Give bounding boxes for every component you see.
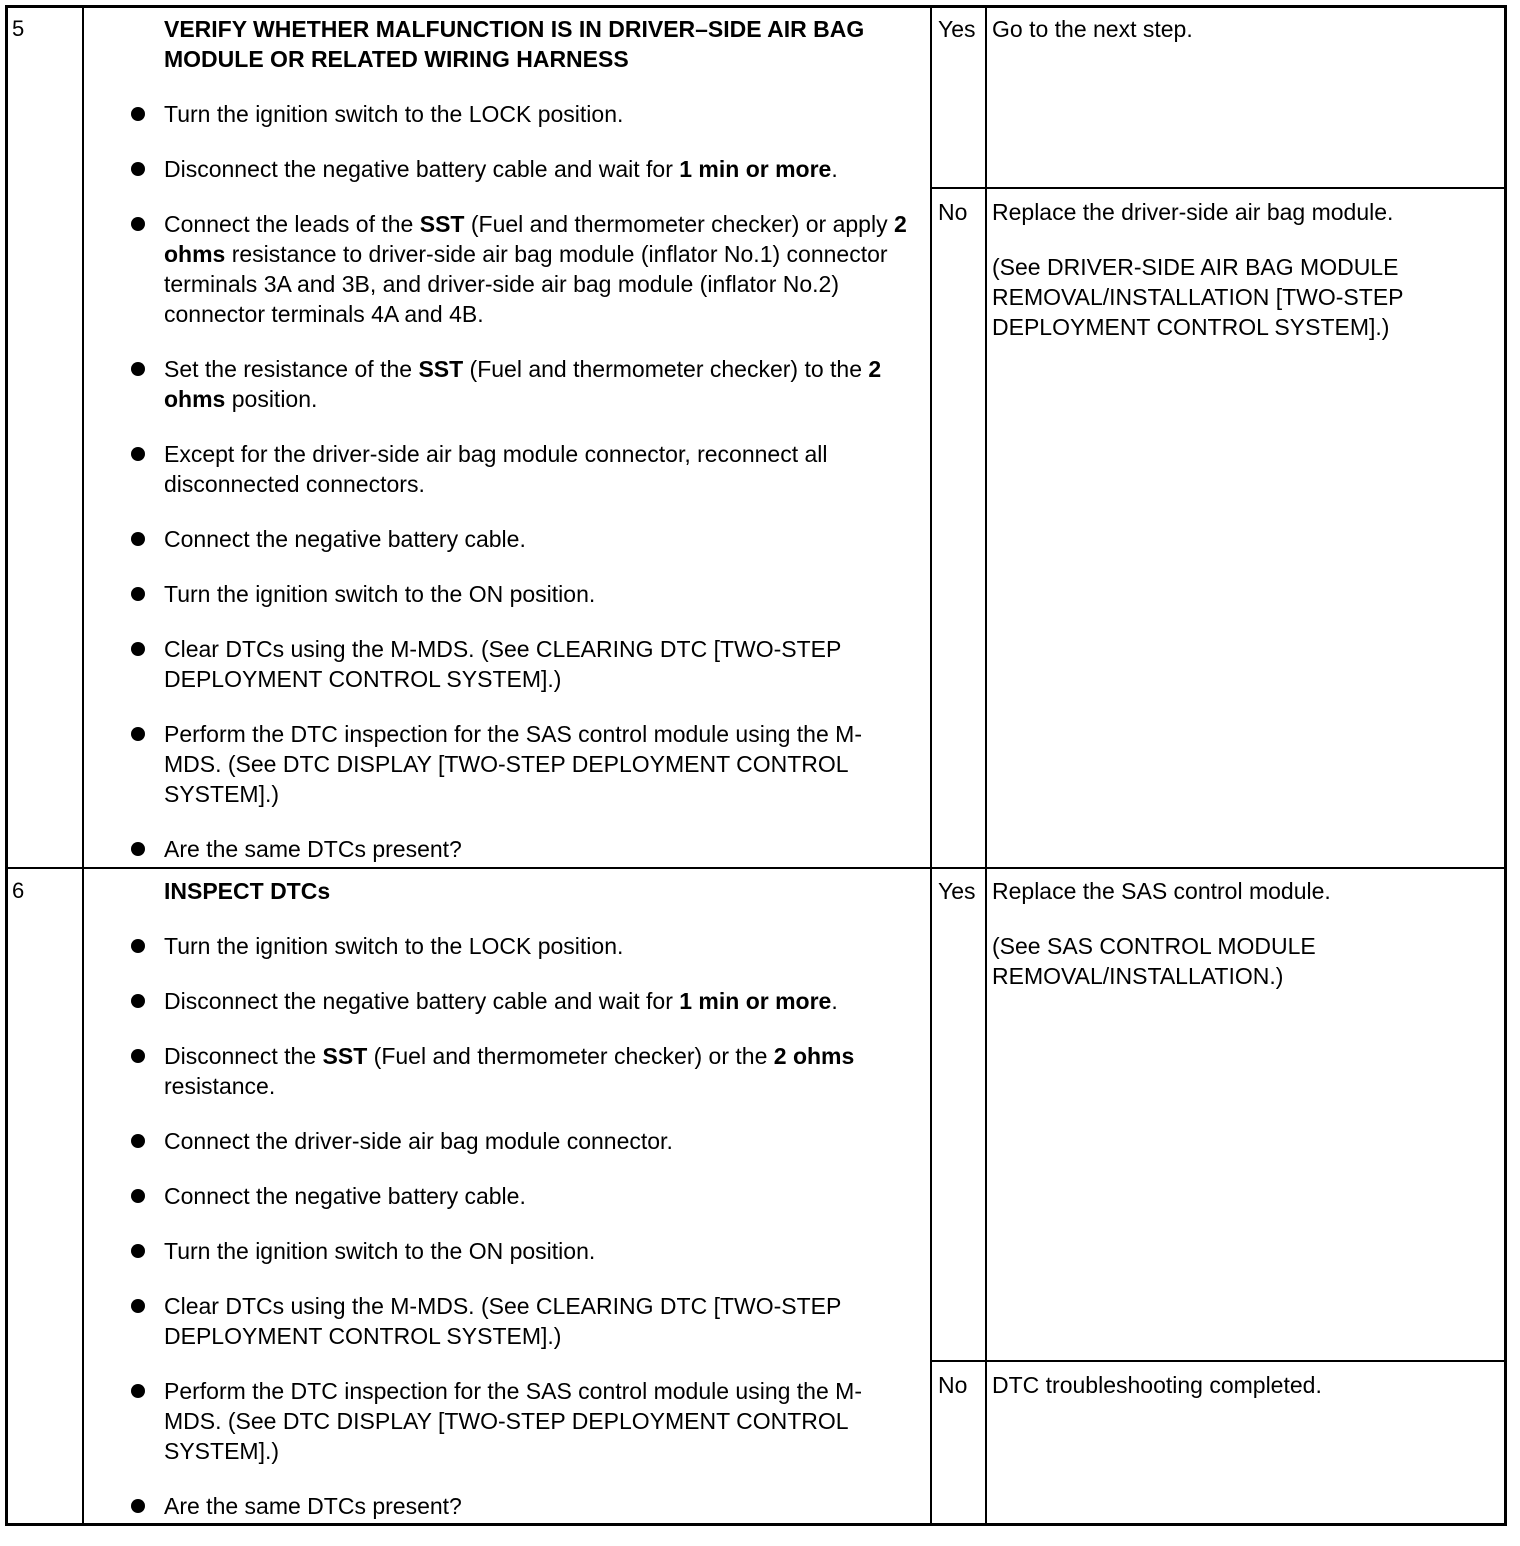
step-6-checklist	[110, 931, 910, 1521]
bullet-icon	[131, 1384, 145, 1398]
checklist-item: Perform the DTC inspection for the SAS control module using the M-MDS. (See DTC DISPLAY [TWO-STEP DEPLOYMENT CONTROL SYSTEM].)	[110, 719, 910, 809]
checklist-item: Connect the negative battery cable.	[110, 524, 910, 554]
checklist-item: Connect the leads of the SST (Fuel and thermometer checker) or apply 2 ohms resistance to driver-side air bag module (inflator No.1) connector terminals 3A and 3B, and driver-side air bag module (inflator No.2) connector terminals 4A and 4B.	[110, 209, 910, 329]
checklist-item: Disconnect the SST (Fuel and thermometer checker) or the 2 ohms resistance.	[110, 1041, 910, 1101]
bullet-icon	[131, 1189, 145, 1203]
answer-paragraph: Replace the SAS control module.	[992, 878, 1331, 904]
bullet-icon	[131, 642, 145, 656]
step-number: 6	[12, 878, 25, 903]
bullet-icon	[131, 727, 145, 741]
answer-no-action	[992, 197, 1472, 367]
bullet-icon	[131, 162, 145, 176]
step-title: VERIFY WHETHER MALFUNCTION IS IN DRIVER–SIDE AIR BAG MODULE OR RELATED WIRING HARNESS	[164, 16, 865, 72]
bullet-icon	[131, 217, 145, 231]
answer-no-label: No	[938, 199, 968, 225]
bullet-icon	[131, 362, 145, 376]
row-divider-step5-yes-no	[931, 187, 1506, 189]
column-divider-action	[930, 6, 932, 1526]
answer-paragraph: (See DRIVER-SIDE AIR BAG MODULE REMOVAL/INSTALLATION [TWO-STEP DEPLOYMENT CONTROL SYSTEM].)	[992, 254, 1404, 340]
column-divider-step	[82, 6, 84, 1526]
step-number: 5	[12, 16, 25, 41]
bullet-icon	[131, 842, 145, 856]
checklist-item: Turn the ignition switch to the ON position.	[110, 579, 910, 609]
checklist-item: Disconnect the negative battery cable and wait for 1 min or more.	[110, 986, 910, 1016]
answer-no-action	[992, 1370, 1472, 1425]
row-divider-step6-yes-no	[931, 1360, 1506, 1362]
answer-yes-label: Yes	[938, 16, 976, 42]
checklist-item: Connect the driver-side air bag module connector.	[110, 1126, 910, 1156]
checklist-item: Are the same DTCs present?	[110, 1491, 910, 1521]
checklist-item: Connect the negative battery cable.	[110, 1181, 910, 1211]
checklist-item: Are the same DTCs present?	[110, 834, 910, 864]
bullet-icon	[131, 1244, 145, 1258]
checklist-item: Set the resistance of the SST (Fuel and thermometer checker) to the 2 ohms position.	[110, 354, 910, 414]
bullet-icon	[131, 532, 145, 546]
answer-paragraph: (See SAS CONTROL MODULE REMOVAL/INSTALLATION.)	[992, 933, 1316, 989]
bullet-icon	[131, 1499, 145, 1513]
answer-no-label: No	[938, 1372, 968, 1398]
checklist-item: Turn the ignition switch to the ON position.	[110, 1236, 910, 1266]
bullet-icon	[131, 939, 145, 953]
step-6-content	[110, 876, 910, 1546]
step-5-checklist	[110, 99, 910, 864]
answer-paragraph: Replace the driver-side air bag module.	[992, 199, 1394, 225]
bullet-icon	[131, 107, 145, 121]
answer-paragraph: Go to the next step.	[992, 16, 1193, 42]
answer-yes-action	[992, 14, 1472, 69]
answer-yes-action	[992, 876, 1472, 1016]
bullet-icon	[131, 447, 145, 461]
checklist-item: Turn the ignition switch to the LOCK position.	[110, 99, 910, 129]
checklist-item: Clear DTCs using the M-MDS. (See CLEARING DTC [TWO-STEP DEPLOYMENT CONTROL SYSTEM].)	[110, 1291, 910, 1351]
checklist-item: Turn the ignition switch to the LOCK position.	[110, 931, 910, 961]
step-5-content	[110, 14, 910, 889]
bullet-icon	[131, 1049, 145, 1063]
column-divider-answer	[985, 6, 987, 1526]
checklist-item: Disconnect the negative battery cable and wait for 1 min or more.	[110, 154, 910, 184]
bullet-icon	[131, 587, 145, 601]
answer-paragraph: DTC troubleshooting completed.	[992, 1372, 1322, 1398]
checklist-item: Clear DTCs using the M-MDS. (See CLEARING DTC [TWO-STEP DEPLOYMENT CONTROL SYSTEM].)	[110, 634, 910, 694]
bullet-icon	[131, 994, 145, 1008]
bullet-icon	[131, 1134, 145, 1148]
checklist-item: Except for the driver-side air bag module connector, reconnect all disconnected connectors.	[110, 439, 910, 499]
bullet-icon	[131, 1299, 145, 1313]
answer-yes-label: Yes	[938, 878, 976, 904]
step-title: INSPECT DTCs	[164, 878, 331, 904]
checklist-item: Perform the DTC inspection for the SAS control module using the M-MDS. (See DTC DISPLAY [TWO-STEP DEPLOYMENT CONTROL SYSTEM].)	[110, 1376, 910, 1466]
